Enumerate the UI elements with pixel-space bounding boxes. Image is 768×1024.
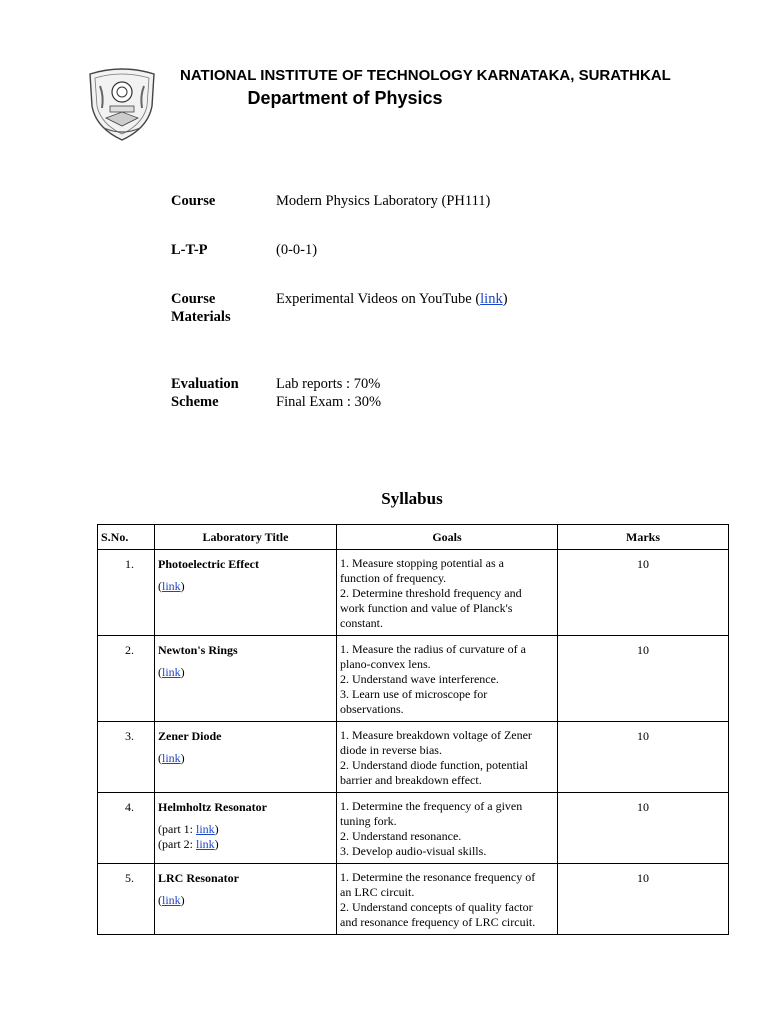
header-lab-title: Laboratory Title [155, 525, 337, 550]
institute-emblem-icon [84, 66, 160, 142]
row-marks: 10 [558, 550, 729, 636]
evaluation-label-line-2: Scheme [171, 394, 219, 410]
lab-link-line [158, 665, 334, 680]
row-goals [337, 864, 558, 935]
row-marks: 10 [558, 793, 729, 864]
row-lab-title [155, 864, 337, 935]
row-sno: 3. [98, 722, 155, 793]
lab-links [158, 751, 334, 766]
ltp-label: L-T-P [171, 242, 208, 258]
materials-label-line-2: Materials [171, 309, 231, 325]
goal-line: 3. Develop audio-visual skills. [340, 844, 487, 858]
row-lab-title [155, 722, 337, 793]
lab-link-prefix: ( [158, 751, 162, 765]
row-lab-title [155, 636, 337, 722]
row-lab-title [155, 793, 337, 864]
lab-links [158, 665, 334, 680]
goal-line: work function and value of Planck's [340, 601, 513, 615]
materials-label [171, 290, 231, 326]
syllabus-heading: Syllabus [381, 489, 443, 508]
goal-line: diode in reverse bias. [340, 743, 442, 757]
lab-title-text: Newton's Rings [158, 643, 238, 657]
syllabus-header-row [98, 525, 729, 550]
institute-name: NATIONAL INSTITUTE OF TECHNOLOGY KARNATAKA, SURATHKAL [180, 67, 671, 84]
materials-text: Experimental Videos on YouTube ( [276, 291, 481, 307]
lab-video-link[interactable]: link [162, 665, 181, 679]
lab-video-link[interactable]: link [162, 893, 181, 907]
lab-title-text: Helmholtz Resonator [158, 800, 267, 814]
department-name: Department of Physics [247, 88, 443, 108]
lab-link-prefix: ( [158, 665, 162, 679]
lab-video-link[interactable]: link [196, 837, 215, 851]
lab-link-line [158, 751, 334, 766]
lab-link-suffix: ) [180, 751, 185, 765]
goal-line: barrier and breakdown effect. [340, 773, 482, 787]
lab-title-text: Photoelectric Effect [158, 557, 259, 571]
goal-line: 2. Understand resonance. [340, 829, 462, 843]
goal-line: an LRC circuit. [340, 885, 415, 899]
evaluation-label-line-1: Evaluation [171, 376, 239, 392]
table-row [98, 722, 729, 793]
goal-line: and resonance frequency of LRC circuit. [340, 915, 536, 929]
goal-line: 1. Measure stopping potential as a [340, 556, 504, 570]
syllabus-table [97, 524, 729, 935]
course-label: Course [171, 193, 216, 209]
lab-links [158, 893, 334, 908]
row-goals [337, 550, 558, 636]
header-marks: Marks [558, 525, 729, 550]
lab-links [158, 579, 334, 594]
materials-close: ) [502, 291, 508, 307]
goal-line: 1. Determine the resonance frequency of [340, 870, 536, 884]
lab-video-link[interactable]: link [162, 751, 181, 765]
row-goals [337, 722, 558, 793]
lab-video-link[interactable]: link [196, 822, 215, 836]
lab-link-suffix: ) [180, 893, 185, 907]
lab-link-suffix: ) [214, 822, 219, 836]
lab-link-prefix: ( [158, 893, 162, 907]
row-goals [337, 793, 558, 864]
goal-line: 2. Understand diode function, potential [340, 758, 528, 772]
lab-title-text: Zener Diode [158, 729, 222, 743]
row-marks: 10 [558, 864, 729, 935]
goal-line: 2. Understand concepts of quality factor [340, 900, 533, 914]
row-lab-title [155, 550, 337, 636]
course-value: Modern Physics Laboratory (PH111) [276, 193, 491, 209]
lab-link-prefix: (part 2: [158, 837, 196, 851]
row-sno: 2. [98, 636, 155, 722]
table-row [98, 550, 729, 636]
lab-link-prefix: (part 1: [158, 822, 196, 836]
evaluation-lab-reports: Lab reports : 70% [276, 376, 381, 392]
lab-link-line [158, 893, 334, 908]
goal-line: 1. Measure breakdown voltage of Zener [340, 728, 532, 742]
row-goals [337, 636, 558, 722]
goal-line: 3. Learn use of microscope for [340, 687, 488, 701]
goal-line: 1. Determine the frequency of a given [340, 799, 523, 813]
lab-link-prefix: ( [158, 579, 162, 593]
materials-value [276, 290, 508, 308]
materials-link[interactable]: link [480, 291, 503, 307]
lab-video-link[interactable]: link [162, 579, 181, 593]
table-row [98, 793, 729, 864]
lab-link-line [158, 822, 334, 837]
header-sno: S.No. [98, 525, 155, 550]
goal-line: function of frequency. [340, 571, 447, 585]
row-sno: 1. [98, 550, 155, 636]
lab-title-text: LRC Resonator [158, 871, 239, 885]
row-marks: 10 [558, 636, 729, 722]
lab-link-suffix: ) [180, 665, 185, 679]
lab-link-suffix: ) [214, 837, 219, 851]
row-sno: 5. [98, 864, 155, 935]
goal-line: observations. [340, 702, 404, 716]
goal-line: tuning fork. [340, 814, 397, 828]
goal-line: 2. Understand wave interference. [340, 672, 499, 686]
table-row [98, 864, 729, 935]
lab-link-suffix: ) [180, 579, 185, 593]
evaluation-final-exam: Final Exam : 30% [276, 394, 382, 410]
ltp-value: (0-0-1) [276, 242, 318, 258]
goal-line: 1. Measure the radius of curvature of a [340, 642, 526, 656]
evaluation-label [171, 375, 239, 411]
goal-line: constant. [340, 616, 383, 630]
evaluation-value [276, 375, 381, 411]
goal-line: 2. Determine threshold frequency and [340, 586, 522, 600]
header-goals: Goals [337, 525, 558, 550]
goal-line: plano-convex lens. [340, 657, 431, 671]
row-marks: 10 [558, 722, 729, 793]
row-sno: 4. [98, 793, 155, 864]
lab-links [158, 822, 334, 852]
lab-link-line [158, 837, 334, 852]
lab-link-line [158, 579, 334, 594]
materials-label-line-1: Course [171, 291, 216, 307]
table-row [98, 636, 729, 722]
